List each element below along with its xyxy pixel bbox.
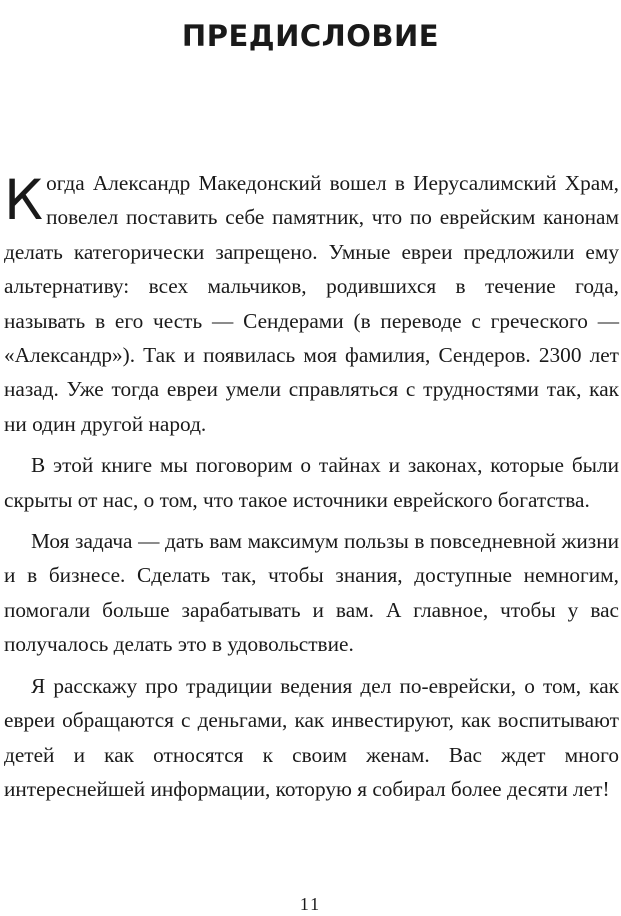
page-number: 11 bbox=[299, 894, 322, 914]
paragraph-2: В этой книге мы поговорим о тайнах и законах, которые были скрыты от нас, о том, что такое источники еврейского богатства. bbox=[4, 453, 619, 512]
paragraph-1 bbox=[4, 166, 619, 441]
paragraph-4: Я расскажу про традиции ведения дел по-еврейски, о том, как евреи обращаются с деньгами, как инвестируют, как воспитывают детей и как относятся к своим женам. Вас ждет много интереснейшей информации, которую я собирал более десяти лет! bbox=[4, 673, 619, 801]
paragraph-1-text: огда Александр Македонский вошел в Иерусалимский Храм, повелел поставить себе памятник, что по еврейским канонам делать категорически запрещено. Умные евреи предложили ему альтернативу: всех мальчиков, родившихся в течение года, называть в его честь — Сендерами (в переводе с греческого — «Александр»). Так и появилась моя фамилия, Сендеров. 2300 лет назад. Уже тогда евреи умели справляться с трудностями так, как ни один другой народ. bbox=[4, 171, 619, 436]
chapter-body bbox=[4, 166, 619, 806]
paragraph-3: Моя задача — дать вам максимум пользы в повседневной жизни и в бизнесе. Сделать так, чтобы знания, доступные немногим, помогали больше зарабатывать и вам. А главное, чтобы у вас получалось делать это в удовольствие. bbox=[4, 529, 619, 657]
chapter-title: ПРЕДИСЛОВИЕ bbox=[181, 19, 440, 54]
drop-cap: К bbox=[4, 168, 44, 232]
